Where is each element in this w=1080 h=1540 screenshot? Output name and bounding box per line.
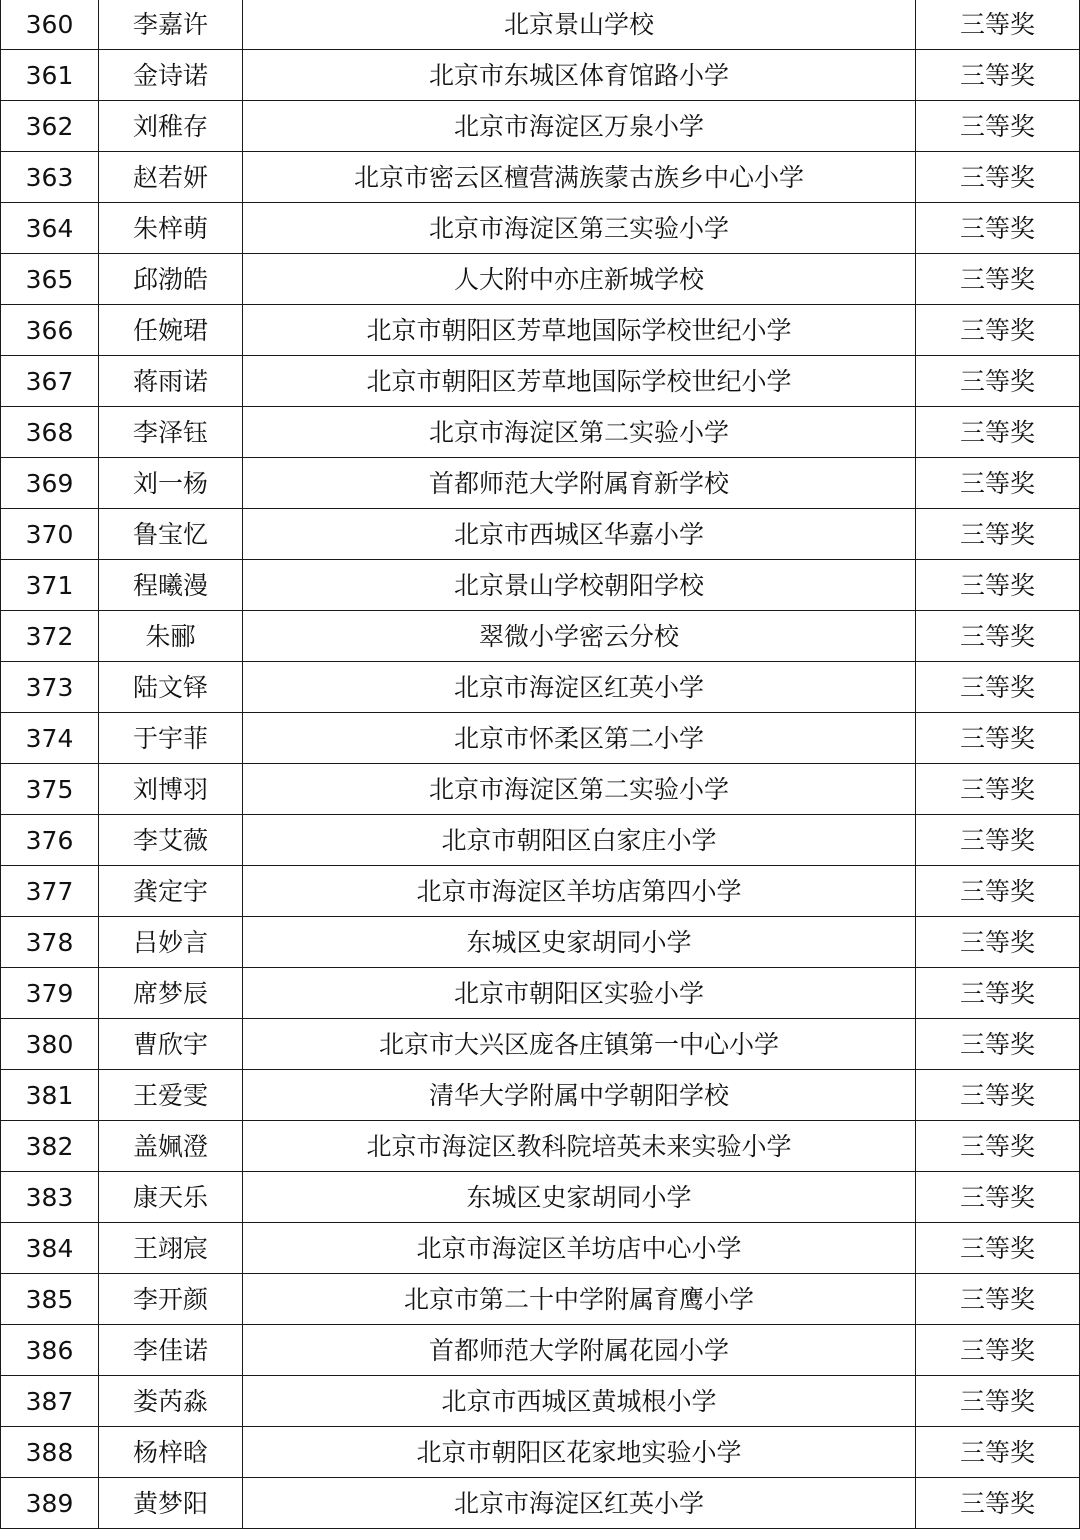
student-name-cell: 娄芮淼: [99, 1376, 243, 1427]
school-name-cell: 北京市密云区檀营满族蒙古族乡中心小学: [243, 152, 916, 203]
school-name-cell: 北京市海淀区羊坊店中心小学: [243, 1223, 916, 1274]
table-row: [1, 50, 1080, 101]
row-number-cell: 380: [1, 1019, 99, 1070]
table-row: [1, 1274, 1080, 1325]
table-row: [1, 1325, 1080, 1376]
student-name-cell: 金诗诺: [99, 50, 243, 101]
school-name-cell: 北京市海淀区第二实验小学: [243, 407, 916, 458]
student-name-cell: 刘博羽: [99, 764, 243, 815]
table-row: [1, 407, 1080, 458]
award-level-cell: 三等奖: [916, 611, 1080, 662]
table-row: [1, 560, 1080, 611]
row-number-cell: 376: [1, 815, 99, 866]
award-level-cell: 三等奖: [916, 152, 1080, 203]
table-row: [1, 662, 1080, 713]
student-name-cell: 吕妙言: [99, 917, 243, 968]
student-name-cell: 邱渤皓: [99, 254, 243, 305]
student-name-cell: 李佳诺: [99, 1325, 243, 1376]
student-name-cell: 盖姵澄: [99, 1121, 243, 1172]
table-row: [1, 254, 1080, 305]
award-level-cell: 三等奖: [916, 509, 1080, 560]
school-name-cell: 北京市西城区黄城根小学: [243, 1376, 916, 1427]
row-number-cell: 366: [1, 305, 99, 356]
table-row: [1, 1172, 1080, 1223]
school-name-cell: 北京景山学校: [243, 0, 916, 50]
row-number-cell: 364: [1, 203, 99, 254]
student-name-cell: 于宇菲: [99, 713, 243, 764]
school-name-cell: 北京市西城区华嘉小学: [243, 509, 916, 560]
school-name-cell: 北京市怀柔区第二小学: [243, 713, 916, 764]
table-row: [1, 815, 1080, 866]
school-name-cell: 首都师范大学附属育新学校: [243, 458, 916, 509]
award-list-body: [1, 0, 1080, 1529]
row-number-cell: 360: [1, 0, 99, 50]
row-number-cell: 373: [1, 662, 99, 713]
row-number-cell: 374: [1, 713, 99, 764]
student-name-cell: 李艾薇: [99, 815, 243, 866]
student-name-cell: 李开颜: [99, 1274, 243, 1325]
award-level-cell: 三等奖: [916, 50, 1080, 101]
award-level-cell: 三等奖: [916, 305, 1080, 356]
award-level-cell: 三等奖: [916, 968, 1080, 1019]
student-name-cell: 程曦漫: [99, 560, 243, 611]
student-name-cell: 龚定宇: [99, 866, 243, 917]
award-level-cell: 三等奖: [916, 1325, 1080, 1376]
school-name-cell: 翠微小学密云分校: [243, 611, 916, 662]
school-name-cell: 北京市第二十中学附属育鹰小学: [243, 1274, 916, 1325]
table-row: [1, 611, 1080, 662]
row-number-cell: 362: [1, 101, 99, 152]
school-name-cell: 北京市东城区体育馆路小学: [243, 50, 916, 101]
school-name-cell: 清华大学附属中学朝阳学校: [243, 1070, 916, 1121]
table-row: [1, 203, 1080, 254]
student-name-cell: 鲁宝忆: [99, 509, 243, 560]
award-level-cell: 三等奖: [916, 1121, 1080, 1172]
row-number-cell: 368: [1, 407, 99, 458]
row-number-cell: 365: [1, 254, 99, 305]
school-name-cell: 北京市海淀区第二实验小学: [243, 764, 916, 815]
row-number-cell: 381: [1, 1070, 99, 1121]
table-row: [1, 713, 1080, 764]
award-level-cell: 三等奖: [916, 458, 1080, 509]
award-level-cell: 三等奖: [916, 764, 1080, 815]
row-number-cell: 375: [1, 764, 99, 815]
student-name-cell: 康天乐: [99, 1172, 243, 1223]
row-number-cell: 388: [1, 1427, 99, 1478]
table-row: [1, 101, 1080, 152]
table-row: [1, 509, 1080, 560]
row-number-cell: 363: [1, 152, 99, 203]
award-level-cell: 三等奖: [916, 254, 1080, 305]
award-level-cell: 三等奖: [916, 1478, 1080, 1529]
school-name-cell: 首都师范大学附属花园小学: [243, 1325, 916, 1376]
student-name-cell: 蒋雨诺: [99, 356, 243, 407]
award-level-cell: 三等奖: [916, 662, 1080, 713]
row-number-cell: 379: [1, 968, 99, 1019]
row-number-cell: 387: [1, 1376, 99, 1427]
school-name-cell: 北京市大兴区庞各庄镇第一中心小学: [243, 1019, 916, 1070]
award-level-cell: 三等奖: [916, 203, 1080, 254]
student-name-cell: 席梦辰: [99, 968, 243, 1019]
school-name-cell: 人大附中亦庄新城学校: [243, 254, 916, 305]
table-row: [1, 1478, 1080, 1529]
award-level-cell: 三等奖: [916, 1070, 1080, 1121]
school-name-cell: 北京市朝阳区白家庄小学: [243, 815, 916, 866]
award-level-cell: 三等奖: [916, 407, 1080, 458]
school-name-cell: 北京市海淀区羊坊店第四小学: [243, 866, 916, 917]
award-level-cell: 三等奖: [916, 815, 1080, 866]
student-name-cell: 王爱雯: [99, 1070, 243, 1121]
row-number-cell: 383: [1, 1172, 99, 1223]
award-level-cell: 三等奖: [916, 1376, 1080, 1427]
school-name-cell: 东城区史家胡同小学: [243, 1172, 916, 1223]
row-number-cell: 389: [1, 1478, 99, 1529]
school-name-cell: 北京市海淀区红英小学: [243, 662, 916, 713]
row-number-cell: 371: [1, 560, 99, 611]
award-level-cell: 三等奖: [916, 866, 1080, 917]
row-number-cell: 386: [1, 1325, 99, 1376]
school-name-cell: 北京市朝阳区芳草地国际学校世纪小学: [243, 305, 916, 356]
student-name-cell: 朱梓萌: [99, 203, 243, 254]
award-level-cell: 三等奖: [916, 1019, 1080, 1070]
row-number-cell: 372: [1, 611, 99, 662]
table-row: [1, 1427, 1080, 1478]
student-name-cell: 王翊宸: [99, 1223, 243, 1274]
school-name-cell: 北京市朝阳区芳草地国际学校世纪小学: [243, 356, 916, 407]
table-row: [1, 1070, 1080, 1121]
school-name-cell: 北京市朝阳区花家地实验小学: [243, 1427, 916, 1478]
table-row: [1, 968, 1080, 1019]
row-number-cell: 361: [1, 50, 99, 101]
award-level-cell: 三等奖: [916, 101, 1080, 152]
row-number-cell: 378: [1, 917, 99, 968]
award-level-cell: 三等奖: [916, 1172, 1080, 1223]
student-name-cell: 杨梓晗: [99, 1427, 243, 1478]
table-row: [1, 458, 1080, 509]
row-number-cell: 369: [1, 458, 99, 509]
school-name-cell: 北京市海淀区第三实验小学: [243, 203, 916, 254]
student-name-cell: 李泽钰: [99, 407, 243, 458]
table-row: [1, 152, 1080, 203]
table-row: [1, 917, 1080, 968]
school-name-cell: 北京市海淀区红英小学: [243, 1478, 916, 1529]
row-number-cell: 367: [1, 356, 99, 407]
school-name-cell: 北京景山学校朝阳学校: [243, 560, 916, 611]
award-level-cell: 三等奖: [916, 356, 1080, 407]
award-level-cell: 三等奖: [916, 917, 1080, 968]
student-name-cell: 黄梦阳: [99, 1478, 243, 1529]
row-number-cell: 382: [1, 1121, 99, 1172]
student-name-cell: 赵若妍: [99, 152, 243, 203]
student-name-cell: 曹欣宇: [99, 1019, 243, 1070]
school-name-cell: 北京市海淀区教科院培英未来实验小学: [243, 1121, 916, 1172]
row-number-cell: 385: [1, 1274, 99, 1325]
table-row: [1, 305, 1080, 356]
table-row: [1, 356, 1080, 407]
school-name-cell: 北京市朝阳区实验小学: [243, 968, 916, 1019]
table-row: [1, 1376, 1080, 1427]
award-level-cell: 三等奖: [916, 1223, 1080, 1274]
award-level-cell: 三等奖: [916, 560, 1080, 611]
student-name-cell: 李嘉许: [99, 0, 243, 50]
student-name-cell: 刘稚存: [99, 101, 243, 152]
student-name-cell: 朱郦: [99, 611, 243, 662]
table-row: [1, 1019, 1080, 1070]
row-number-cell: 370: [1, 509, 99, 560]
award-level-cell: 三等奖: [916, 1427, 1080, 1478]
award-level-cell: 三等奖: [916, 713, 1080, 764]
student-name-cell: 刘一杨: [99, 458, 243, 509]
award-level-cell: 三等奖: [916, 1274, 1080, 1325]
student-name-cell: 任婉珺: [99, 305, 243, 356]
school-name-cell: 东城区史家胡同小学: [243, 917, 916, 968]
student-name-cell: 陆文铎: [99, 662, 243, 713]
table-row: [1, 764, 1080, 815]
row-number-cell: 377: [1, 866, 99, 917]
school-name-cell: 北京市海淀区万泉小学: [243, 101, 916, 152]
award-level-cell: 三等奖: [916, 0, 1080, 50]
table-row: [1, 0, 1080, 50]
table-row: [1, 1121, 1080, 1172]
table-row: [1, 1223, 1080, 1274]
row-number-cell: 384: [1, 1223, 99, 1274]
table-row: [1, 866, 1080, 917]
